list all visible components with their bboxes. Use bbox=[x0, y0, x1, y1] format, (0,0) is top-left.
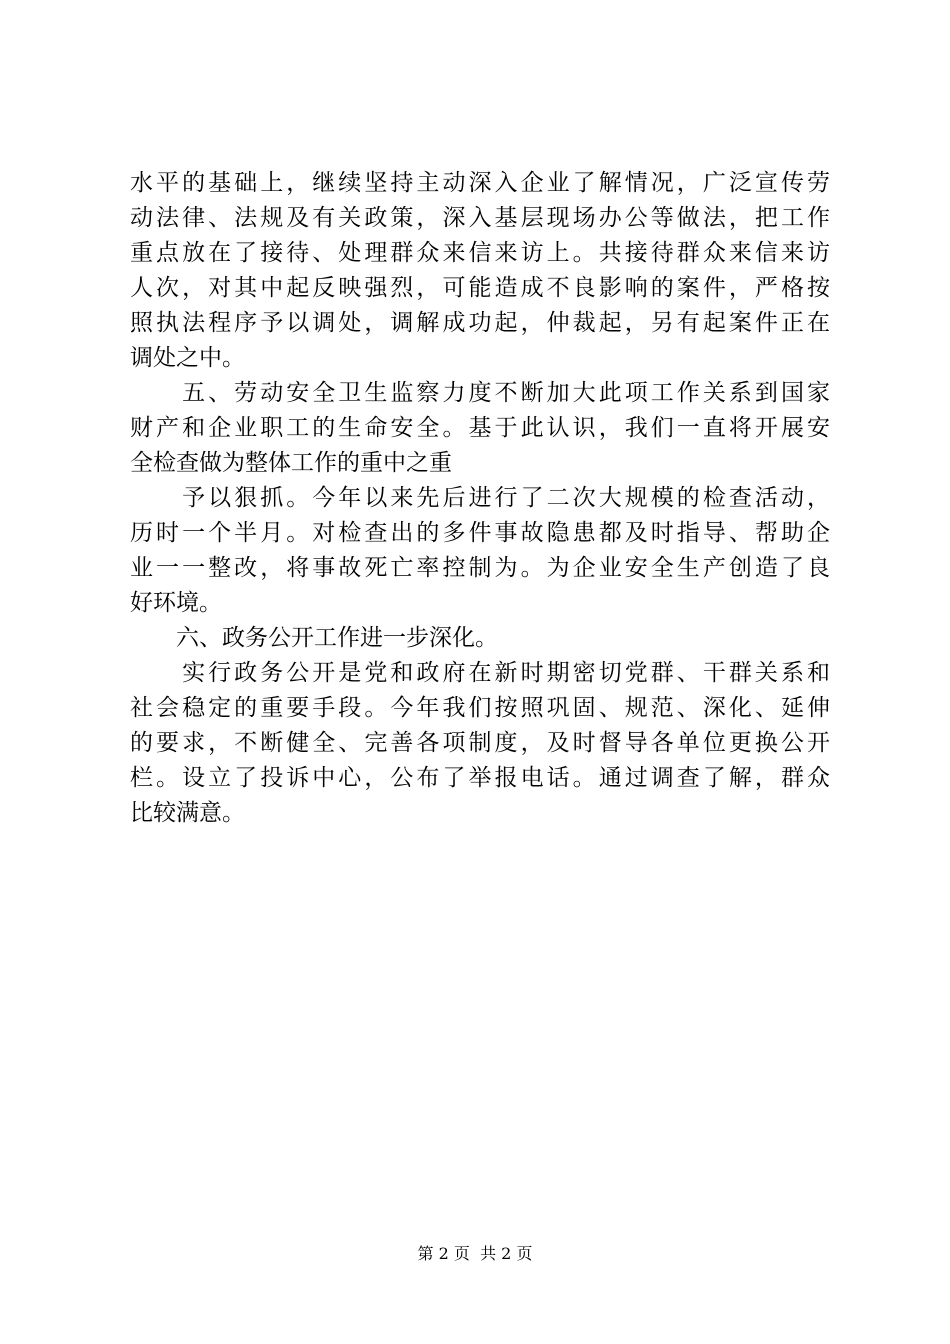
page-footer bbox=[0, 1244, 950, 1264]
body-line: 重点放在了接待、处理群众来信来访上。共接待群众来信来访 bbox=[130, 240, 830, 266]
body-line: 比较满意。 bbox=[130, 800, 245, 826]
body-line: 实行政务公开是党和政府在新时期密切党群、干群关系和 bbox=[130, 660, 830, 686]
document-body bbox=[130, 166, 830, 831]
body-line: 历时一个半月。对检查出的多件事故隐患都及时指导、帮助企 bbox=[130, 520, 830, 546]
body-line: 照执法程序予以调处，调解成功起，仲裁起，另有起案件正在 bbox=[130, 310, 830, 336]
page-number-label: 第 2 页 共 2 页 bbox=[417, 1244, 533, 1263]
body-line: 水平的基础上，继续坚持主动深入企业了解情况，广泛宣传劳 bbox=[130, 170, 830, 196]
body-line: 全检查做为整体工作的重中之重 bbox=[130, 450, 452, 476]
body-line: 好环境。 bbox=[130, 590, 222, 616]
body-line: 予以狠抓。今年以来先后进行了二次大规模的检查活动， bbox=[130, 485, 830, 511]
body-line: 财产和企业职工的生命安全。基于此认识，我们一直将开展安 bbox=[130, 415, 830, 441]
body-line: 六、政务公开工作进一步深化。 bbox=[130, 625, 498, 651]
body-line: 栏。设立了投诉中心，公布了举报电话。通过调查了解，群众 bbox=[130, 765, 830, 791]
body-line: 社会稳定的重要手段。今年我们按照巩固、规范、深化、延伸 bbox=[130, 695, 830, 721]
body-line: 五、劳动安全卫生监察力度不断加大此项工作关系到国家 bbox=[130, 380, 830, 406]
body-line: 调处之中。 bbox=[130, 345, 245, 371]
body-line: 的要求，不断健全、完善各项制度，及时督导各单位更换公开 bbox=[130, 730, 830, 756]
body-line: 动法律、法规及有关政策，深入基层现场办公等做法，把工作 bbox=[130, 205, 830, 231]
body-line: 业一一整改，将事故死亡率控制为。为企业安全生产创造了良 bbox=[130, 555, 830, 581]
body-line: 人次，对其中起反映强烈，可能造成不良影响的案件，严格按 bbox=[130, 275, 830, 301]
